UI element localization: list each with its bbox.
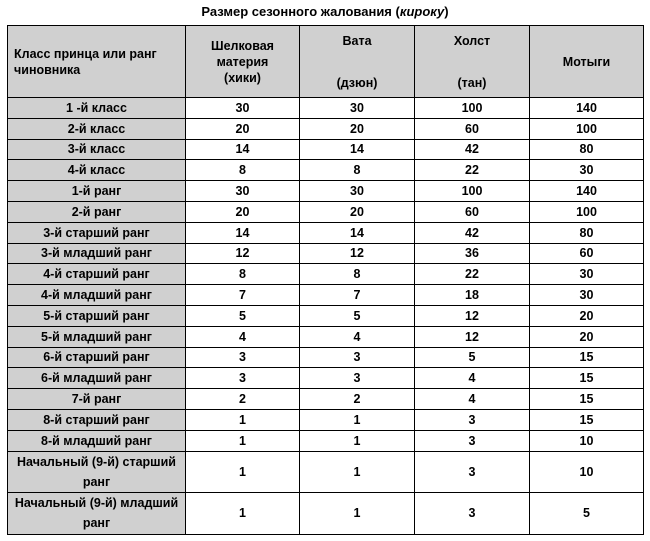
silk-cell: 30 (186, 98, 300, 119)
rank-cell: 4-й старший ранг (8, 264, 186, 285)
hoes-cell: 30 (530, 285, 644, 306)
table-row (8, 347, 644, 368)
hoes-cell: 100 (530, 118, 644, 139)
silk-cell: 12 (186, 243, 300, 264)
rank-cell: 3-й младший ранг (8, 243, 186, 264)
silk-cell: 3 (186, 368, 300, 389)
canvas-cell: 22 (415, 264, 530, 285)
cotton-cell: 1 (300, 409, 415, 430)
table-row (8, 493, 644, 535)
header-canvas-unit: (тан) (457, 75, 487, 90)
rank-cell: 6-й старший ранг (8, 347, 186, 368)
hoes-cell: 30 (530, 264, 644, 285)
table-row (8, 118, 644, 139)
rank-cell: 6-й младший ранг (8, 368, 186, 389)
rank-cell: 5-й младший ранг (8, 326, 186, 347)
rank-cell: 1-й ранг (8, 181, 186, 202)
table-row (8, 305, 644, 326)
table-row (8, 160, 644, 181)
table-row (8, 243, 644, 264)
title-paren-close: ) (444, 4, 449, 19)
hoes-cell: 20 (530, 326, 644, 347)
cotton-cell: 30 (300, 98, 415, 119)
hoes-cell: 5 (530, 493, 644, 535)
header-hoes: Мотыги (530, 26, 644, 98)
silk-cell: 20 (186, 118, 300, 139)
cotton-cell: 20 (300, 201, 415, 222)
header-canvas-name: Холст (453, 33, 491, 48)
hoes-cell: 20 (530, 305, 644, 326)
cotton-cell: 1 (300, 430, 415, 451)
table-body (8, 98, 644, 535)
canvas-cell: 60 (415, 118, 530, 139)
title-paren-open: ( (395, 4, 400, 19)
cotton-cell: 4 (300, 326, 415, 347)
canvas-cell: 18 (415, 285, 530, 306)
canvas-cell: 5 (415, 347, 530, 368)
hoes-cell: 30 (530, 160, 644, 181)
silk-cell: 4 (186, 326, 300, 347)
cotton-cell: 30 (300, 181, 415, 202)
canvas-cell: 22 (415, 160, 530, 181)
canvas-cell: 100 (415, 181, 530, 202)
canvas-cell: 3 (415, 430, 530, 451)
cotton-cell: 8 (300, 160, 415, 181)
canvas-cell: 42 (415, 222, 530, 243)
hoes-cell: 10 (530, 451, 644, 493)
header-rank: Класс принца или ранг чиновника (8, 26, 186, 98)
hoes-cell: 60 (530, 243, 644, 264)
rank-cell: 3-й класс (8, 139, 186, 160)
table-row (8, 222, 644, 243)
header-silk-name: Шелковая материя (211, 38, 274, 69)
cotton-cell: 3 (300, 347, 415, 368)
table-row (8, 285, 644, 306)
table-row (8, 451, 644, 493)
hoes-cell: 15 (530, 347, 644, 368)
canvas-cell: 12 (415, 326, 530, 347)
canvas-cell: 3 (415, 451, 530, 493)
canvas-cell: 60 (415, 201, 530, 222)
canvas-cell: 4 (415, 368, 530, 389)
rank-cell: 1 -й класс (8, 98, 186, 119)
cotton-cell: 3 (300, 368, 415, 389)
cotton-cell: 7 (300, 285, 415, 306)
table-row (8, 201, 644, 222)
table-row (8, 430, 644, 451)
cotton-cell: 12 (300, 243, 415, 264)
rank-cell: 4-й младший ранг (8, 285, 186, 306)
header-silk-unit: (хики) (224, 70, 261, 85)
rank-cell: 2-й ранг (8, 201, 186, 222)
hoes-cell: 80 (530, 222, 644, 243)
cotton-cell: 14 (300, 222, 415, 243)
header-canvas (415, 26, 530, 98)
silk-cell: 14 (186, 222, 300, 243)
canvas-cell: 3 (415, 493, 530, 535)
table-row (8, 409, 644, 430)
silk-cell: 3 (186, 347, 300, 368)
hoes-cell: 80 (530, 139, 644, 160)
cotton-cell: 14 (300, 139, 415, 160)
rank-cell: Начальный (9-й) младший ранг (8, 493, 186, 535)
table-row (8, 326, 644, 347)
rank-cell: 8-й младший ранг (8, 430, 186, 451)
silk-cell: 1 (186, 451, 300, 493)
hoes-cell: 100 (530, 201, 644, 222)
hoes-cell: 140 (530, 181, 644, 202)
header-row (8, 26, 644, 98)
cotton-cell: 2 (300, 389, 415, 410)
cotton-cell: 1 (300, 493, 415, 535)
hoes-cell: 15 (530, 368, 644, 389)
header-cotton-name: Вата (342, 33, 372, 48)
silk-cell: 8 (186, 264, 300, 285)
salary-table (7, 25, 644, 535)
table-title (0, 3, 650, 21)
canvas-cell: 12 (415, 305, 530, 326)
hoes-cell: 15 (530, 389, 644, 410)
canvas-cell: 100 (415, 98, 530, 119)
rank-cell: 4-й класс (8, 160, 186, 181)
header-silk (186, 26, 300, 98)
hoes-cell: 10 (530, 430, 644, 451)
silk-cell: 1 (186, 493, 300, 535)
cotton-cell: 8 (300, 264, 415, 285)
silk-cell: 7 (186, 285, 300, 306)
silk-cell: 1 (186, 409, 300, 430)
table-header (8, 26, 644, 98)
canvas-cell: 42 (415, 139, 530, 160)
table-row (8, 181, 644, 202)
silk-cell: 20 (186, 201, 300, 222)
cotton-cell: 20 (300, 118, 415, 139)
header-cotton (300, 26, 415, 98)
canvas-cell: 36 (415, 243, 530, 264)
rank-cell: 7-й ранг (8, 389, 186, 410)
silk-cell: 30 (186, 181, 300, 202)
rank-cell: 5-й старший ранг (8, 305, 186, 326)
rank-cell: 2-й класс (8, 118, 186, 139)
table-row (8, 368, 644, 389)
rank-cell: 8-й старший ранг (8, 409, 186, 430)
rank-cell: Начальный (9-й) старший ранг (8, 451, 186, 493)
silk-cell: 8 (186, 160, 300, 181)
cotton-cell: 5 (300, 305, 415, 326)
hoes-cell: 140 (530, 98, 644, 119)
header-cotton-unit: (дзюн) (336, 75, 378, 90)
canvas-cell: 3 (415, 409, 530, 430)
silk-cell: 1 (186, 430, 300, 451)
title-text: Размер сезонного жалования (201, 4, 392, 19)
silk-cell: 14 (186, 139, 300, 160)
silk-cell: 2 (186, 389, 300, 410)
table-row (8, 389, 644, 410)
table-row (8, 98, 644, 119)
silk-cell: 5 (186, 305, 300, 326)
canvas-cell: 4 (415, 389, 530, 410)
cotton-cell: 1 (300, 451, 415, 493)
table-row (8, 139, 644, 160)
hoes-cell: 15 (530, 409, 644, 430)
title-term: кироку (399, 4, 445, 19)
rank-cell: 3-й старший ранг (8, 222, 186, 243)
table-row (8, 264, 644, 285)
